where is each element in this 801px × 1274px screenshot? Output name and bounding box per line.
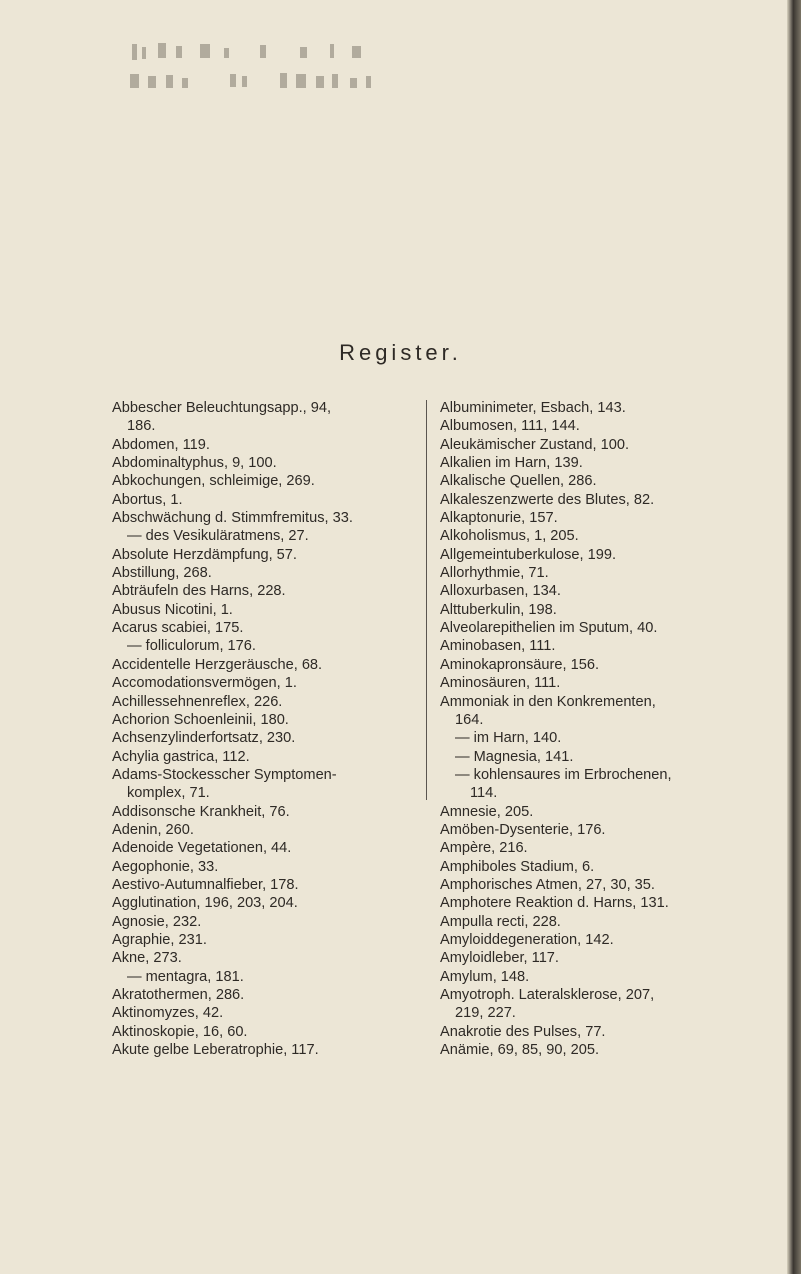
index-entry-text: Aminobasen, 111. <box>440 638 556 655</box>
index-entry-text: Achsenzylinderfortsatz, 230. <box>112 730 296 747</box>
page-edge-shadow <box>787 0 801 1274</box>
index-entry <box>440 766 770 803</box>
index-entry-text: — mentagra, 181. <box>127 968 244 985</box>
index-entry-text: Abträufeln des Harns, 228. <box>112 583 286 600</box>
index-entry-text: Ammoniak in den Konkrementen, <box>440 693 656 710</box>
index-entry-text: Alveolarepithelien im Sputum, 40. <box>440 620 658 637</box>
index-entry-continuation: 219, 227. <box>455 1005 516 1022</box>
index-entry <box>112 729 452 747</box>
index-entry-text: Alkalische Quellen, 286. <box>440 473 597 490</box>
index-entry <box>440 949 770 967</box>
index-entry <box>440 637 770 655</box>
index-entry-text: Agnosie, 232. <box>112 913 202 930</box>
index-entry <box>112 693 452 711</box>
index-entry-text: Akne, 273. <box>112 950 182 967</box>
index-entry-text: Abstillung, 268. <box>112 565 212 582</box>
index-column-right <box>440 399 770 1059</box>
index-entry-text: Acarus scabiei, 175. <box>112 620 244 637</box>
index-entry <box>112 748 452 766</box>
index-entry-text: Alkaleszenzwerte des Blutes, 82. <box>440 491 655 508</box>
index-entry-text: Abkochungen, schleimige, 269. <box>112 473 315 490</box>
index-entry <box>440 693 770 730</box>
index-entry <box>112 1041 452 1059</box>
index-entry-text: Addisonsche Krankheit, 76. <box>112 803 290 820</box>
index-entry-text: Akute gelbe Leberatrophie, 117. <box>112 1042 319 1059</box>
index-entry-text: Amphotere Reaktion d. Harns, 131. <box>440 895 669 912</box>
index-entry <box>112 454 452 472</box>
column-divider <box>426 400 427 800</box>
index-entry-text: Allgemeintuberkulose, 199. <box>440 546 617 563</box>
index-entry-text: Abusus Nicotini, 1. <box>112 601 233 618</box>
index-entry <box>440 454 770 472</box>
index-entry <box>440 1041 770 1059</box>
index-entry <box>112 619 452 637</box>
index-entry <box>112 674 452 692</box>
index-entry <box>112 839 452 857</box>
index-entry <box>440 619 770 637</box>
index-entry-text: Alkaptonurie, 157. <box>440 510 558 527</box>
index-entry <box>440 417 770 435</box>
index-entry-text: Anakrotie des Pulses, 77. <box>440 1023 606 1040</box>
index-entry-text: Aktinomyzes, 42. <box>112 1005 224 1022</box>
index-entry-text: Amphorisches Atmen, 27, 30, 35. <box>440 876 655 893</box>
index-entry-text: Alkoholismus, 1, 205. <box>440 528 579 545</box>
index-entry <box>440 564 770 582</box>
index-entry <box>440 913 770 931</box>
index-entry-text: Abschwächung d. Stimmfremitus, 33. <box>112 510 353 527</box>
index-entry <box>112 491 452 509</box>
index-entry-text: Absolute Herzdämpfung, 57. <box>112 546 297 563</box>
index-entry <box>112 656 452 674</box>
index-entry-text: Amyloidleber, 117. <box>440 950 559 967</box>
index-entry <box>112 564 452 582</box>
index-entry <box>440 748 770 766</box>
index-entry <box>112 821 452 839</box>
index-entry <box>440 656 770 674</box>
index-entry <box>112 509 452 527</box>
index-entry <box>440 491 770 509</box>
index-entry <box>440 821 770 839</box>
index-entry-text: Agraphie, 231. <box>112 931 207 948</box>
index-entry-text: Achylia gastrica, 112. <box>112 748 250 765</box>
index-entry-text: — im Harn, 140. <box>455 730 562 747</box>
index-entry-text: Aegophonie, 33. <box>112 858 219 875</box>
index-entry <box>112 986 452 1004</box>
index-entry-continuation: 114. <box>470 785 498 802</box>
index-entry-text: Ampère, 216. <box>440 840 528 857</box>
index-entry-text: Aktinoskopie, 16, 60. <box>112 1023 248 1040</box>
index-entry-text: Alkalien im Harn, 139. <box>440 455 583 472</box>
index-entry-text: Albuminimeter, Esbach, 143. <box>440 400 626 416</box>
index-entry-text: — Magnesia, 141. <box>455 748 574 765</box>
index-entry <box>112 637 452 655</box>
page-title: Register. <box>339 340 462 365</box>
index-entry <box>440 876 770 894</box>
index-entry-text: Akratothermen, 286. <box>112 987 245 1003</box>
index-entry-text: Abbescher Beleuchtungsapp., 94, <box>112 400 332 416</box>
index-entry-text: — des Vesikuläratmens, 27. <box>127 528 309 545</box>
index-entry <box>112 949 452 967</box>
index-entry <box>112 894 452 912</box>
index-entry-text: Amyloiddegeneration, 142. <box>440 931 614 948</box>
index-entry-text: Albumosen, 111, 144. <box>440 418 580 435</box>
index-entry <box>112 711 452 729</box>
index-entry <box>112 968 452 986</box>
index-entry <box>112 601 452 619</box>
index-entry <box>440 399 770 417</box>
index-entry <box>112 1004 452 1022</box>
index-entry-text: Allorhythmie, 71. <box>440 565 549 582</box>
index-entry <box>440 472 770 490</box>
index-entry <box>440 894 770 912</box>
index-entry <box>440 839 770 857</box>
index-entry <box>440 674 770 692</box>
index-entry-continuation: 186. <box>127 418 156 435</box>
index-entry-text: Amnesie, 205. <box>440 803 534 820</box>
index-entry-text: Amyotroph. Lateralsklerose, 207, <box>440 987 655 1003</box>
index-entry-text: Abortus, 1. <box>112 491 183 508</box>
index-entry-text: Adenoide Vegetationen, 44. <box>112 840 292 857</box>
index-entry <box>112 472 452 490</box>
index-entry <box>112 582 452 600</box>
index-entry-text: Amöben-Dysenterie, 176. <box>440 821 606 838</box>
index-entry <box>440 509 770 527</box>
index-entry-text: Abdominaltyphus, 9, 100. <box>112 455 277 472</box>
index-entry <box>440 601 770 619</box>
index-entry <box>112 876 452 894</box>
index-entry <box>440 968 770 986</box>
index-entry <box>112 766 452 803</box>
index-entry <box>440 931 770 949</box>
index-entry-text: Amphiboles Stadium, 6. <box>440 858 595 875</box>
index-entry-text: Alloxurbasen, 134. <box>440 583 561 600</box>
index-entry <box>440 858 770 876</box>
index-entry <box>112 803 452 821</box>
index-entry-text: Amylum, 148. <box>440 968 530 985</box>
index-entry-text: Aminokapronsäure, 156. <box>440 656 600 673</box>
index-entry-text: Agglutination, 196, 203, 204. <box>112 895 298 912</box>
index-entry <box>112 1023 452 1041</box>
index-entry-text: Achorion Schoenleinii, 180. <box>112 711 289 728</box>
index-entry <box>440 1023 770 1041</box>
index-entry-text: Achillessehnenreflex, 226. <box>112 693 283 710</box>
index-entry-text: Abdomen, 119. <box>112 436 210 453</box>
index-entry-text: — folliculorum, 176. <box>127 638 256 655</box>
index-entry <box>440 436 770 454</box>
index-entry-text: — kohlensaures im Erbrochenen, <box>455 766 672 783</box>
index-entry-text: Adenin, 260. <box>112 821 194 838</box>
index-column-left <box>112 399 452 1059</box>
index-entry <box>440 582 770 600</box>
index-entry <box>112 436 452 454</box>
index-entry-text: Ampulla recti, 228. <box>440 913 561 930</box>
index-entry-continuation: 164. <box>455 711 484 728</box>
index-entry <box>440 546 770 564</box>
index-entry-text: Accomodationsvermögen, 1. <box>112 675 297 692</box>
index-entry-text: Adams-Stockesscher Symptomen- <box>112 766 337 783</box>
index-entry-text: Aminosäuren, 111. <box>440 675 561 692</box>
bleed-through-artifact <box>120 38 680 98</box>
index-entry-text: Accidentelle Herzgeräusche, 68. <box>112 656 323 673</box>
index-entry <box>440 986 770 1023</box>
index-entry <box>112 527 452 545</box>
index-entry-continuation: komplex, 71. <box>127 785 210 802</box>
index-entry <box>112 546 452 564</box>
index-entry <box>112 858 452 876</box>
index-entry <box>440 729 770 747</box>
index-entry <box>440 803 770 821</box>
index-entry <box>440 527 770 545</box>
index-entry-text: Alttuberkulin, 198. <box>440 601 557 618</box>
index-entry <box>112 931 452 949</box>
index-entry-text: Aestivo-Autumnalfieber, 178. <box>112 876 299 893</box>
index-entry-text: Anämie, 69, 85, 90, 205. <box>440 1042 600 1059</box>
index-entry-text: Aleukämischer Zustand, 100. <box>440 436 630 453</box>
index-entry <box>112 913 452 931</box>
index-entry <box>112 399 452 436</box>
